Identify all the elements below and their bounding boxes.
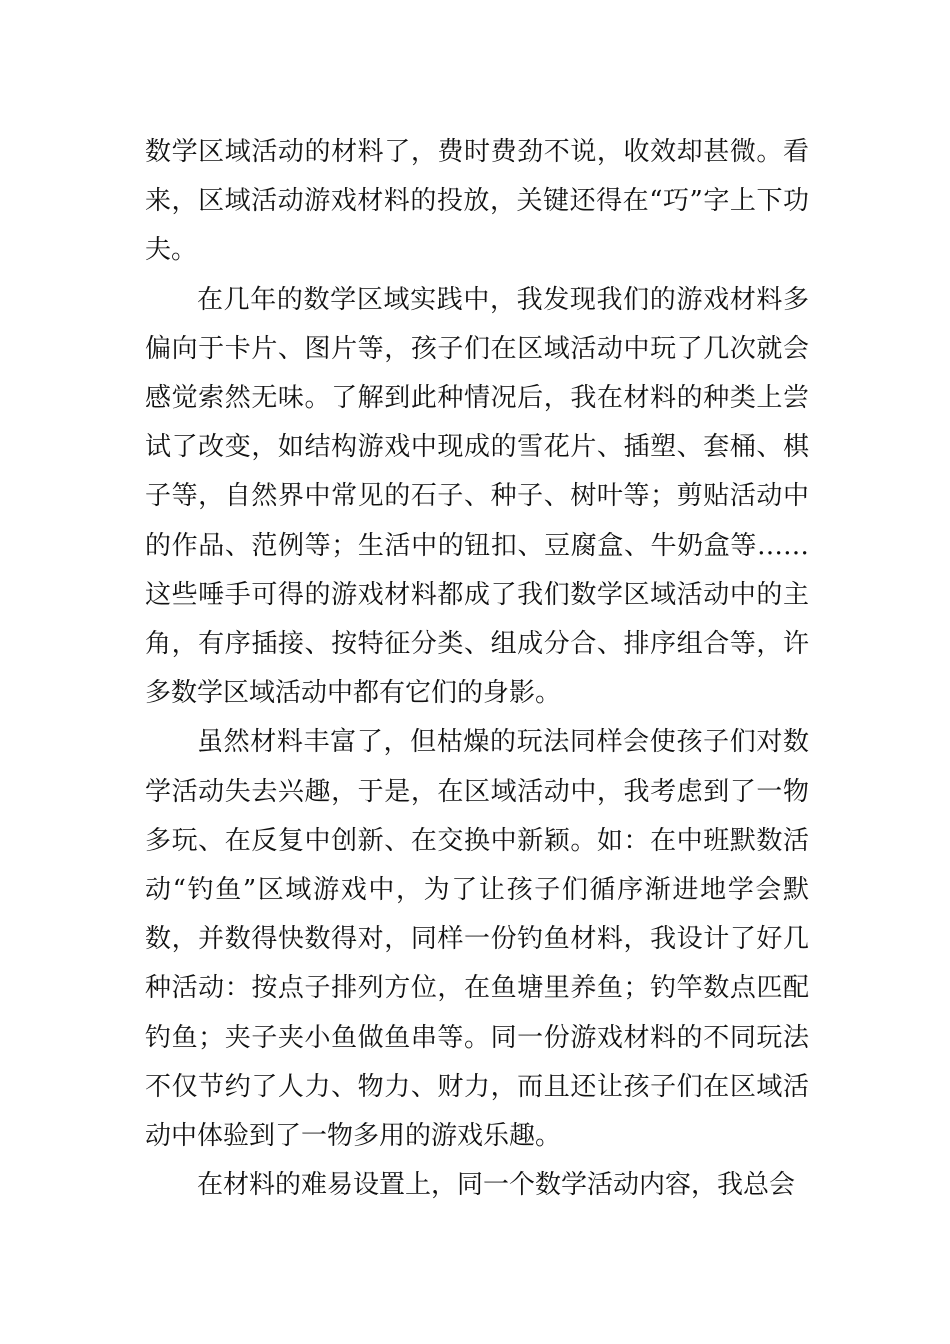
- paragraph-1: 数学区域活动的材料了，费时费劲不说，收效却甚微。看来，区域活动游戏材料的投放，关键还得在“巧”字上下功夫。: [145, 137, 809, 266]
- body-text: [145, 128, 809, 1210]
- paragraph-3: 虽然材料丰富了，但枯燥的玩法同样会使孩子们对数学活动失去兴趣，于是，在区域活动中，我考虑到了一物多玩、在反复中创新、在交换中新颖。如：在中班默数活动“钓鱼”区域游戏中，为了让孩子们循序渐进地学会默数，并数得快数得对，同样一份钓鱼材料，我设计了好几种活动：按点子排列方位，在鱼塘里养鱼；钓竿数点匹配钓鱼；夹子夹小鱼做鱼串等。同一份游戏材料的不同玩法不仅节约了人力、物力、财力，而且还让孩子们在区域活动中体验到了一物多用的游戏乐趣。: [145, 727, 809, 1152]
- paragraph-2: 在几年的数学区域实践中，我发现我们的游戏材料多偏向于卡片、图片等，孩子们在区域活动中玩了几次就会感觉索然无味。了解到此种情况后，我在材料的种类上尝试了改变，如结构游戏中现成的雪花片、插塑、套桶、棋子等，自然界中常见的石子、种子、树叶等；剪贴活动中的作品、范例等；生活中的钮扣、豆腐盒、牛奶盒等……这些唾手可得的游戏材料都成了我们数学区域活动中的主角，有序插接、按特征分类、组成分合、排序组合等，许多数学区域活动中都有它们的身影。: [145, 284, 809, 709]
- paragraph-4: 在材料的难易设置上，同一个数学活动内容，我总会: [197, 1170, 796, 1201]
